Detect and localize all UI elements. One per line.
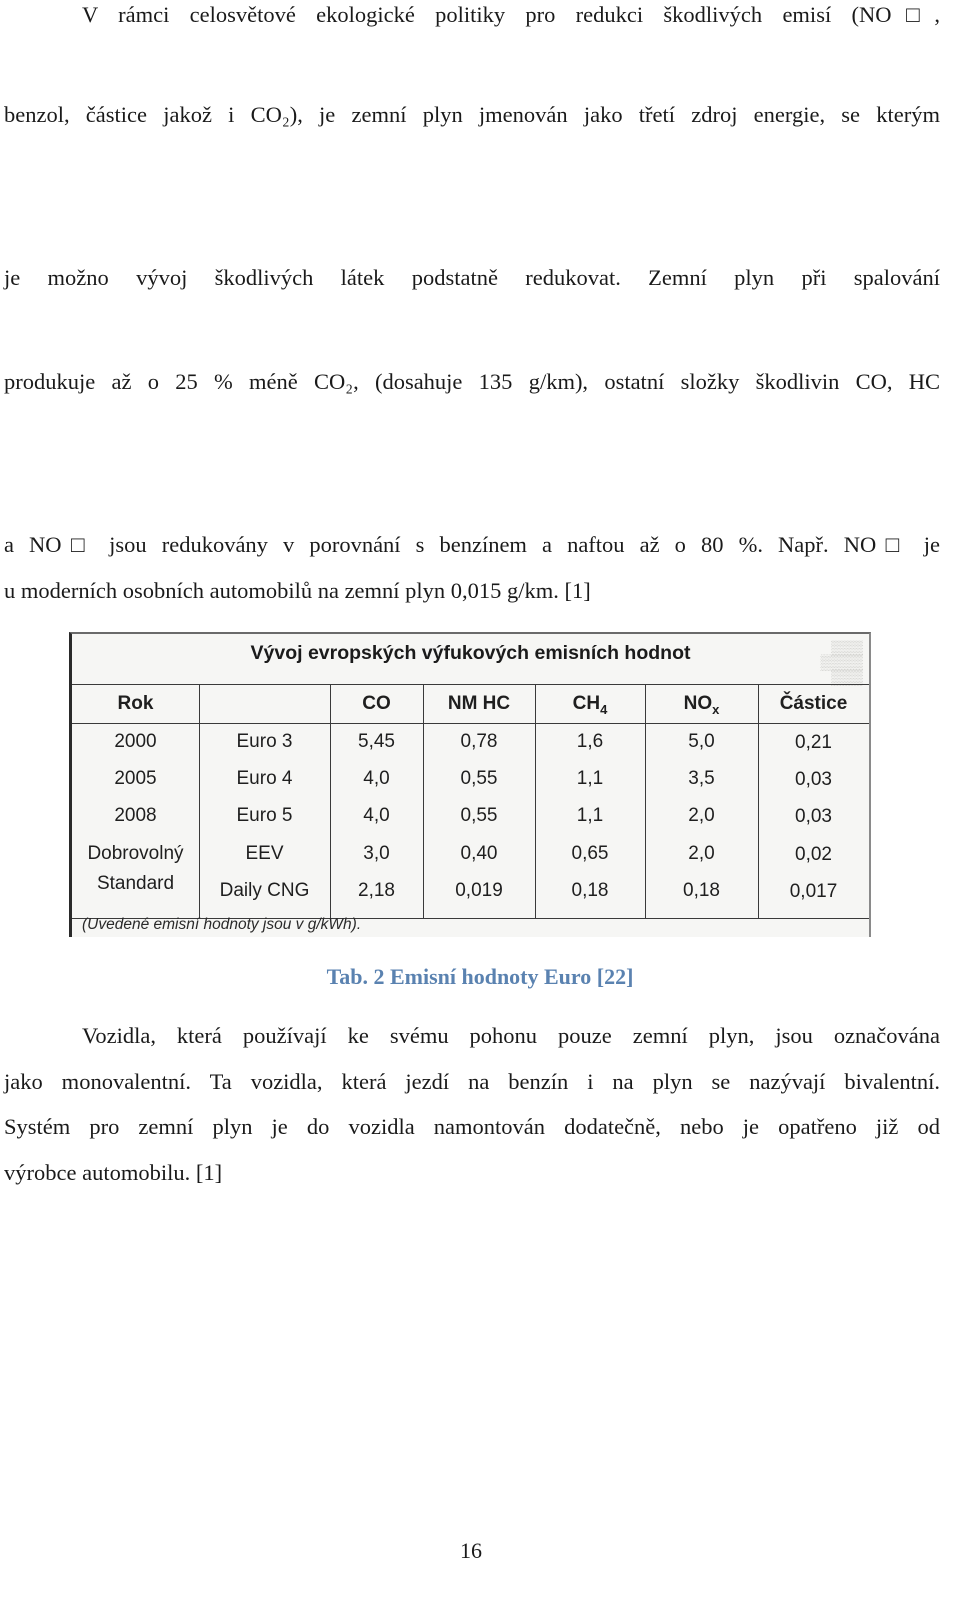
cell-castice: 0,03: [795, 769, 832, 790]
cell-nox: 5,0: [688, 731, 715, 752]
cell-nmhc: 0,019: [455, 880, 503, 901]
text-line: Systém pro zemní plyn je do vozidla namontován dodatečně, nebo je opatřeno již od: [4, 1114, 940, 1139]
header-rok: Rok: [117, 693, 154, 714]
header-co: CO: [362, 693, 391, 714]
text-line: výrobce automobilu. [1]: [4, 1160, 223, 1185]
cell-nmhc: 0,40: [460, 843, 498, 864]
cell-nmhc: 0,55: [460, 805, 498, 826]
header-nox: $NO_x$: [683, 693, 720, 717]
header-castice: Částice: [779, 693, 848, 714]
cell-year: Standard: [96, 873, 175, 894]
cell-nox: 2,0: [688, 805, 715, 826]
text-line: a NO□ jsou redukovány v porovnání s benzínem a naftou až o 80 %. Např. NO□ je: [4, 532, 940, 557]
cell-norm: Euro 3: [236, 731, 293, 752]
table-caption: Tab. 2 Emisní hodnoty Euro [22]: [326, 964, 634, 989]
cell-castice: 0,21: [795, 732, 832, 753]
cell-ch4: 1,1: [576, 768, 604, 789]
text-line: jako monovalentní. Ta vozidla, která jezdí na benzín i na plyn se nazývají bivalentní.: [4, 1069, 940, 1094]
emission-table-image: [69, 632, 871, 937]
page-number: 16: [460, 1538, 482, 1563]
text-line: produkuje až o 25 % méně CO₂, (dosahuje 135 g/km), ostatní složky škodlivin CO, HC: [4, 369, 940, 394]
cell-castice: 0,017: [789, 881, 838, 902]
cell-co: 2,18: [358, 880, 395, 901]
cell-year: 2008: [114, 805, 157, 826]
cell-castice: 0,03: [795, 806, 832, 827]
scan-bleed-through: ▒▒▒ ▒▒▒▒ ▒▒▒: [820, 640, 863, 686]
cell-co: 4,0: [363, 805, 390, 826]
cell-nmhc: 0,78: [460, 731, 498, 752]
cell-co: 3,0: [363, 843, 390, 864]
cell-norm: Euro 5: [236, 805, 293, 826]
cell-year: 2005: [114, 768, 157, 789]
cell-norm: Euro 4: [236, 768, 293, 789]
cell-year: Dobrovolný: [87, 843, 184, 864]
cell-co: 4,0: [363, 768, 390, 789]
cell-ch4: 0,18: [571, 880, 609, 901]
text-line: je možno vývoj škodlivých látek podstatně redukovat. Zemní plyn při spalování: [4, 265, 940, 290]
cell-castice: 0,02: [795, 844, 832, 865]
text-line: u moderních osobních automobilů na zemní plyn 0,015 g/km. [1]: [4, 578, 591, 603]
cell-ch4: 0,65: [571, 843, 609, 864]
table-unit-note: (Uvedené emisní hodnoty jsou v g/kWh).: [82, 916, 362, 933]
cell-year: 2000: [114, 731, 157, 752]
text-line: benzol, částice jakož i CO₂), je zemní plyn jmenován jako třetí zdroj energie, se kterým: [4, 102, 940, 127]
cell-nmhc: 0,55: [460, 768, 498, 789]
cell-nox: 3,5: [688, 768, 715, 789]
cell-norm: Daily CNG: [219, 880, 310, 901]
header-nmhc: NM HC: [447, 693, 511, 714]
cell-ch4: 1,6: [576, 731, 604, 752]
cell-norm: EEV: [245, 843, 284, 864]
header-ch4: $CH_4$: [572, 693, 608, 717]
cell-co: 5,45: [358, 731, 395, 752]
cell-nox: 2,0: [688, 843, 715, 864]
text-line: V rámci celosvětové ekologické politiky pro redukci škodlivých emisí (NO□,: [82, 2, 940, 27]
emission-table: [72, 684, 869, 918]
text-line: Vozidla, která používají ke svému pohonu pouze zemní plyn, jsou označována: [82, 1023, 940, 1048]
cell-nox: 0,18: [683, 880, 720, 901]
table-title: Vývoj evropských výfukových emisních hodnot: [250, 642, 691, 664]
cell-ch4: 1,1: [576, 805, 604, 826]
